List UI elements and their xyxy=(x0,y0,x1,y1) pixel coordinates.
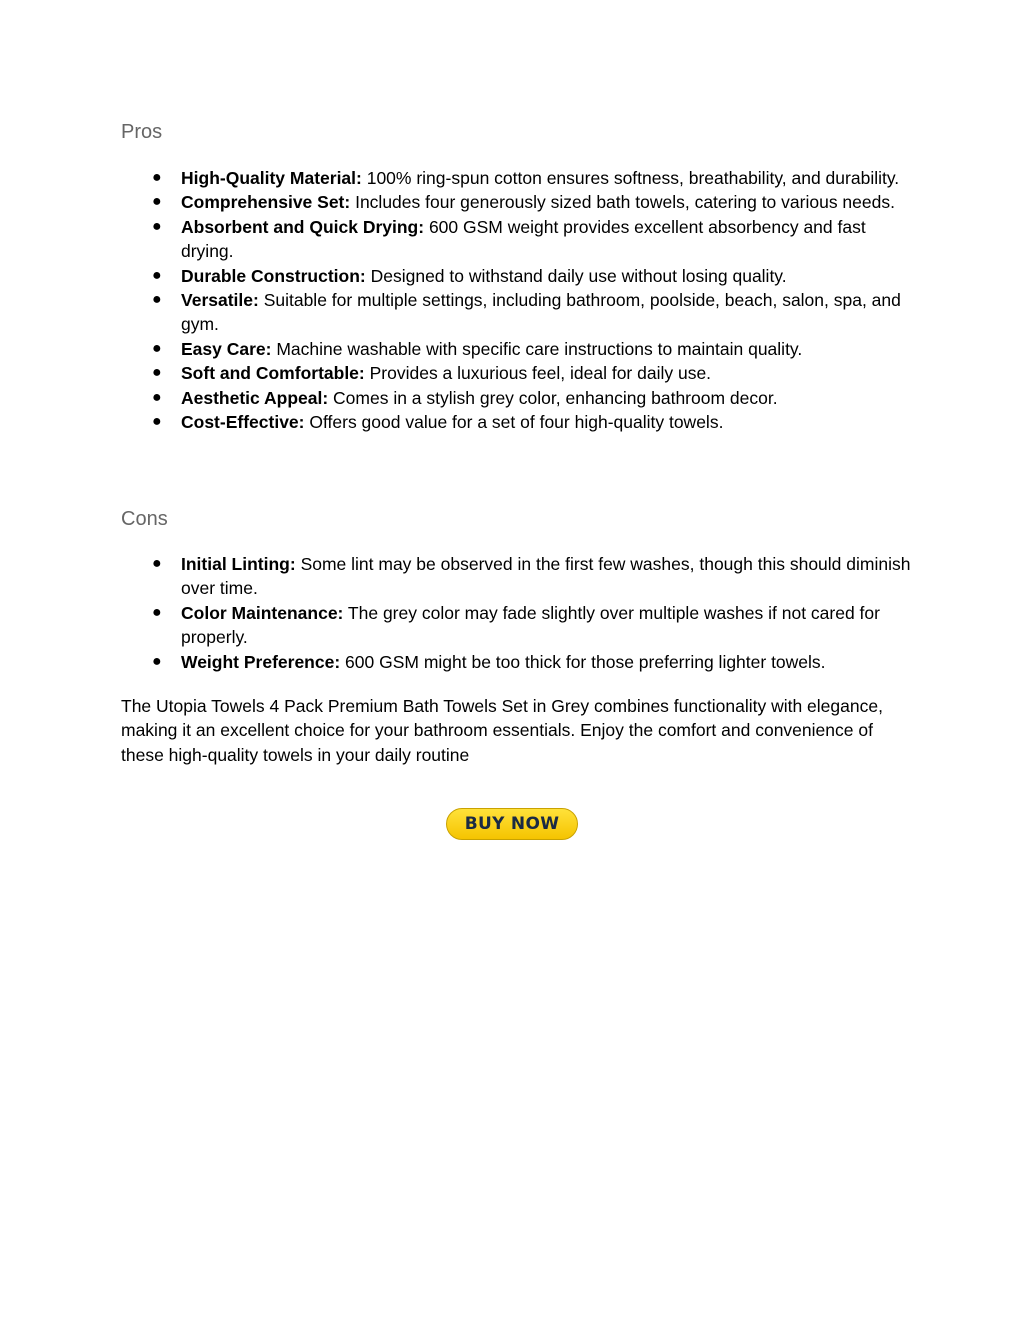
bullet-icon: ● xyxy=(152,388,162,406)
pros-item-text: Provides a luxurious feel, ideal for daily use. xyxy=(364,363,712,384)
cons-item-weight xyxy=(121,650,911,674)
bullet-icon: ● xyxy=(152,217,162,235)
pros-item-versatile xyxy=(121,288,911,337)
pros-item-text: Offers good value for a set of four high-quality towels. xyxy=(304,412,724,433)
pros-item-term: Soft and Comfortable: xyxy=(181,363,365,384)
bullet-icon: ● xyxy=(152,413,162,431)
bullet-icon: ● xyxy=(152,169,162,186)
pros-item-text: 600 GSM weight provides excellent absorbency and fast drying. xyxy=(181,216,866,262)
pros-item-quality xyxy=(121,166,911,190)
cons-item-term: Color Maintenance: xyxy=(181,602,344,623)
pros-item-text: Suitable for multiple settings, including bathroom, poolside, beach, salon, spa, and gym. xyxy=(181,290,901,335)
bullet-icon: ● xyxy=(152,555,162,572)
bullet-icon: ● xyxy=(152,339,162,357)
pros-item-cost xyxy=(121,410,911,434)
pros-item-text: Includes four generously sized bath towels, catering to various needs. xyxy=(350,192,895,213)
pros-item-easy-care xyxy=(121,337,911,361)
cons-item-color xyxy=(121,601,911,650)
cons-item-term: Initial Linting: xyxy=(181,554,296,574)
pros-item-term: Durable Construction: xyxy=(181,265,366,286)
cons-item-linting xyxy=(121,552,911,601)
bullet-icon: ● xyxy=(152,603,162,621)
closing-paragraph: The Utopia Towels 4 Pack Premium Bath Towels Set in Grey combines functionality with elegance, making it an excellent choice for your bathroom essentials. Enjoy the comfort and convenience of these high-quality towels in your daily routine xyxy=(121,696,883,765)
pros-item-text: 100% ring-spun cotton ensures softness, breathability, and durability. xyxy=(361,168,900,188)
cons-list xyxy=(121,552,911,674)
bullet-icon: ● xyxy=(152,364,162,382)
pros-item-term: Versatile: xyxy=(181,290,259,311)
pros-item-term: Aesthetic Appeal: xyxy=(181,387,329,408)
buy-now-button[interactable]: BUY NOW xyxy=(446,808,578,840)
cons-item-text: 600 GSM might be too thick for those preferring lighter towels. xyxy=(340,651,826,672)
pros-item-soft xyxy=(121,361,911,385)
pros-item-aesthetic xyxy=(121,386,911,410)
cons-item-term: Weight Preference: xyxy=(181,651,341,672)
pros-item-text: Designed to withstand daily use without losing quality. xyxy=(365,265,787,286)
bullet-icon: ● xyxy=(152,193,162,211)
pros-item-term: Cost-Effective: xyxy=(181,412,305,433)
pros-item-text: Comes in a stylish grey color, enhancing bathroom decor. xyxy=(328,387,778,408)
cons-item-text: The grey color may fade slightly over multiple washes if not cared for properly. xyxy=(181,602,880,648)
cons-heading: Cons xyxy=(121,508,168,530)
bullet-icon: ● xyxy=(152,652,162,670)
bullet-icon: ● xyxy=(152,266,162,284)
pros-item-term: Easy Care: xyxy=(181,338,272,359)
pros-list xyxy=(121,166,911,434)
bullet-icon: ● xyxy=(152,291,162,309)
pros-item-durable xyxy=(121,264,911,288)
pros-item-text: Machine washable with specific care instructions to maintain quality. xyxy=(271,338,803,359)
pros-item-set xyxy=(121,190,911,214)
pros-item-term: Absorbent and Quick Drying: xyxy=(181,216,425,237)
pros-heading: Pros xyxy=(121,121,163,143)
pros-item-term: High-Quality Material: xyxy=(181,168,362,188)
cons-item-text: Some lint may be observed in the first few washes, though this should diminish over time. xyxy=(181,554,911,599)
pros-item-term: Comprehensive Set: xyxy=(181,192,351,213)
pros-item-absorbent xyxy=(121,215,911,264)
